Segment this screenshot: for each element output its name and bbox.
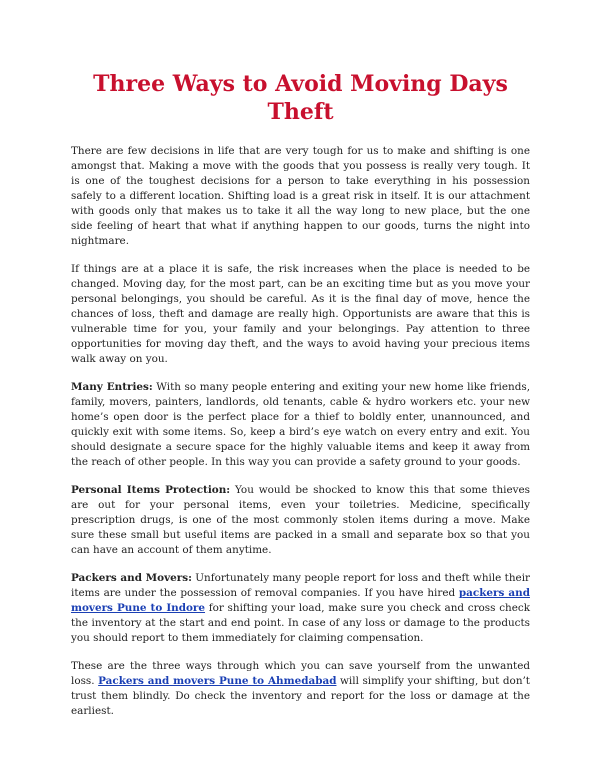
- closing-paragraph: [71, 659, 530, 719]
- section-body-many-entries: With so many people entering and exiting your new home like friends, family, movers, painters, landlords, old tenants, cable & hydro workers etc. your new home’s open door is the perfect place for a thief to boldly enter, unannounced, and quickly exit with some items. So, keep a bird’s eye watch on every entry and exit. You should designate a secure space for the highly valuable items and keep it away from the reach of other people. In this way you can provide a safety ground to your goods.: [71, 381, 531, 468]
- section-heading-many-entries: Many Entries:: [71, 381, 153, 393]
- section-heading-personal-items: Personal Items Protection:: [71, 484, 231, 496]
- section-packers-movers: [71, 571, 530, 646]
- section-body-personal-items: You would be shocked to know this that some thieves are out for your personal items, even your toiletries. Medicine, specifically prescription drugs, is one of the most commonly stolen items during a move. Make sure these small but useful items are packed in a small and separate box so that you can have an account of them anytime.: [71, 484, 531, 556]
- intro-paragraph-1: There are few decisions in life that are very tough for us to make and shifting is one amongst that. Making a move with the goods that you possess is really very tough. It is one of the toughest decisions for a person to take everything in his possession safely to a different location. Shifting load is a great risk in itself. It is our attachment with goods only that makes us to take it all the way long to new place, but the one side feeling of heart that what if anything happen to our goods, turns the night into nightmare.: [71, 145, 530, 247]
- section-heading-packers-movers: Packers and Movers:: [71, 572, 192, 584]
- section-body-packers-movers-part2: for shifting your load, make sure you check and cross check the inventory at the start and end point. In case of any loss or damage to the products you should report to them immediately for claiming compensation.: [71, 602, 530, 644]
- closing-text-part1: These are the three ways through which you can save yourself from the unwanted loss.: [71, 660, 530, 687]
- section-many-entries: [71, 380, 530, 470]
- document-title: Three Ways to Avoid Moving Days Theft: [93, 71, 508, 125]
- link-pune-to-ahmedabad[interactable]: Packers and movers Pune to Ahmedabad: [98, 675, 337, 687]
- section-personal-items: [71, 483, 530, 558]
- closing-text-part2: will simplify your shifting, but don’t trust them blindly. Do check the inventory and report for the loss or damage at the earliest.: [71, 675, 530, 717]
- section-body-packers-movers-part1: Unfortunately many people report for loss and theft while their items are under the possession of removal companies. If you have hired: [71, 572, 530, 599]
- link-pune-to-indore[interactable]: packers and movers Pune to Indore: [71, 587, 530, 614]
- intro-paragraph-2: If things are at a place it is safe, the risk increases when the place is needed to be changed. Moving day, for the most part, can be an exciting time but as you move your personal belongings, you should be careful. As it is the final day of move, hence the chances of loss, theft and damage are really high. Opportunists are aware that this is vulnerable time for you, your family and your belongings. Pay attention to three opportunities for moving day theft, and the ways to avoid having your precious items walk away on you.: [71, 263, 530, 365]
